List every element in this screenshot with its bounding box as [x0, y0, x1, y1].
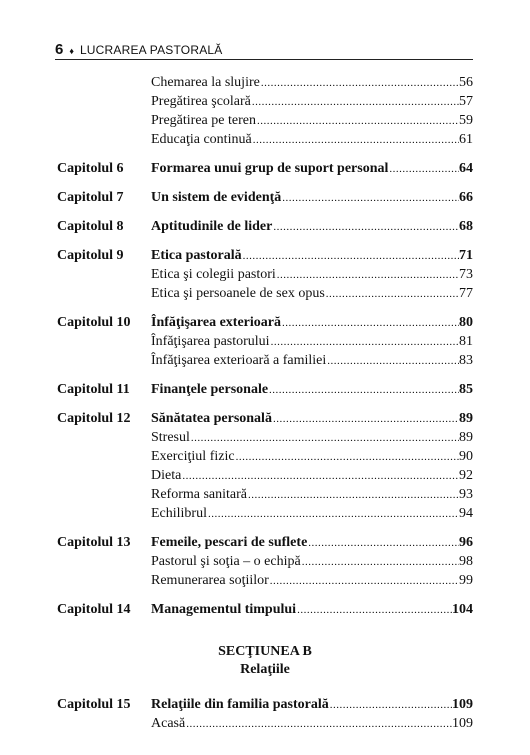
toc-entry	[57, 447, 473, 466]
chapter-page: 96	[459, 535, 473, 550]
table-of-contents	[57, 73, 473, 733]
page-number: 6	[55, 41, 64, 58]
toc-entry	[57, 284, 473, 303]
chapter-label: Capitolul 9	[57, 248, 124, 263]
chapter-page: 85	[459, 382, 473, 397]
entry-title: Pastorul şi soţia – o echipă	[151, 554, 301, 569]
toc-entry	[57, 351, 473, 370]
entry-page: 61	[459, 132, 473, 147]
chapter-title: Sănătatea personală	[151, 411, 272, 426]
entry-title: Stresul	[151, 430, 190, 445]
running-title: LUCRAREA PASTORALĂ	[79, 43, 223, 57]
diamond-icon: ♦	[69, 46, 74, 56]
toc-chapter	[57, 695, 473, 714]
chapter-label: Capitolul 8	[57, 219, 124, 234]
chapter-label: Capitolul 10	[57, 315, 131, 330]
entry-title: Echilibrul	[151, 506, 207, 521]
chapter-title: Etica pastorală	[151, 248, 242, 263]
entry-page: 90	[459, 449, 473, 464]
entry-title: Acasă	[151, 716, 186, 731]
header-rule	[55, 59, 473, 60]
chapter-label: Capitolul 15	[57, 697, 131, 712]
chapter-title: Înfăţişarea exterioară	[151, 315, 281, 330]
chapter-page: 109	[452, 697, 473, 712]
toc-chapter	[57, 409, 473, 428]
entry-title: Pregătirea şcolară	[151, 94, 251, 109]
chapter-label: Capitolul 14	[57, 602, 131, 617]
entry-page: 81	[459, 334, 473, 349]
chapter-label: Capitolul 13	[57, 535, 131, 550]
chapter-page: 80	[459, 315, 473, 330]
toc-entry	[57, 111, 473, 130]
entry-title: Pregătirea pe teren	[151, 113, 256, 128]
toc-entry	[57, 571, 473, 590]
entry-page: 59	[459, 113, 473, 128]
entry-title: Etica şi persoanele de sex opus	[151, 286, 325, 301]
running-header	[55, 41, 473, 58]
toc-entry	[57, 504, 473, 523]
entry-page: 83	[459, 353, 473, 368]
toc-entry	[57, 332, 473, 351]
chapter-page: 68	[459, 219, 473, 234]
entry-title: Chemarea la slujire	[151, 75, 260, 90]
chapter-title: Finanţele personale	[151, 382, 269, 397]
entry-page: 92	[459, 468, 473, 483]
entry-page: 89	[459, 430, 473, 445]
toc-chapter	[57, 159, 473, 178]
toc-chapter	[57, 533, 473, 552]
toc-entry	[57, 92, 473, 111]
chapter-title: Relaţiile din familia pastorală	[151, 697, 329, 712]
entry-page: 93	[459, 487, 473, 502]
chapter-label: Capitolul 11	[57, 382, 130, 397]
entry-title: Exerciţiul fizic	[151, 449, 235, 464]
chapter-title: Managementul timpului	[151, 602, 297, 617]
entry-title: Educaţia continuă	[151, 132, 252, 147]
entry-page: 109	[452, 716, 473, 731]
chapter-page: 66	[459, 190, 473, 205]
toc-entry	[57, 714, 473, 733]
entry-page: 73	[459, 267, 473, 282]
toc-chapter	[57, 246, 473, 265]
entry-title: Dieta	[151, 468, 182, 483]
toc-chapter	[57, 217, 473, 236]
chapter-label: Capitolul 7	[57, 190, 124, 205]
entry-page: 98	[459, 554, 473, 569]
entry-title: Înfăţişarea exterioară a familiei	[151, 353, 327, 368]
toc-chapter	[57, 380, 473, 399]
toc-entry	[57, 428, 473, 447]
chapter-title: Aptitudinile de lider	[151, 219, 273, 234]
toc-entry	[57, 466, 473, 485]
chapter-title: Formarea unui grup de suport personal	[151, 161, 389, 176]
chapter-label: Capitolul 12	[57, 411, 131, 426]
chapter-title: Femeile, pescari de suflete	[151, 535, 308, 550]
entry-page: 56	[459, 75, 473, 90]
chapter-page: 71	[459, 248, 473, 263]
entry-page: 57	[459, 94, 473, 109]
toc-chapter	[57, 313, 473, 332]
section-heading: SECŢIUNEA B	[218, 644, 312, 659]
chapter-label: Capitolul 6	[57, 161, 124, 176]
entry-title: Înfăţişarea pastorului	[151, 334, 270, 349]
entry-title: Reforma sanitară	[151, 487, 248, 502]
chapter-page: 64	[459, 161, 473, 176]
toc-entry	[57, 73, 473, 92]
entry-title: Etica şi colegii pastori	[151, 267, 276, 282]
chapter-page: 89	[459, 411, 473, 426]
chapter-title: Un sistem de evidenţă	[151, 190, 282, 205]
entry-page: 94	[459, 506, 473, 521]
chapter-page: 104	[452, 602, 473, 617]
toc-entry	[57, 130, 473, 149]
section-subheading: Relaţiile	[240, 662, 290, 677]
toc-entry	[57, 265, 473, 284]
toc-entry	[57, 552, 473, 571]
toc-chapter	[57, 188, 473, 207]
entry-title: Remunerarea soţiilor	[151, 573, 269, 588]
toc-entry	[57, 485, 473, 504]
toc-chapter	[57, 600, 473, 619]
entry-page: 77	[459, 286, 473, 301]
entry-page: 99	[459, 573, 473, 588]
